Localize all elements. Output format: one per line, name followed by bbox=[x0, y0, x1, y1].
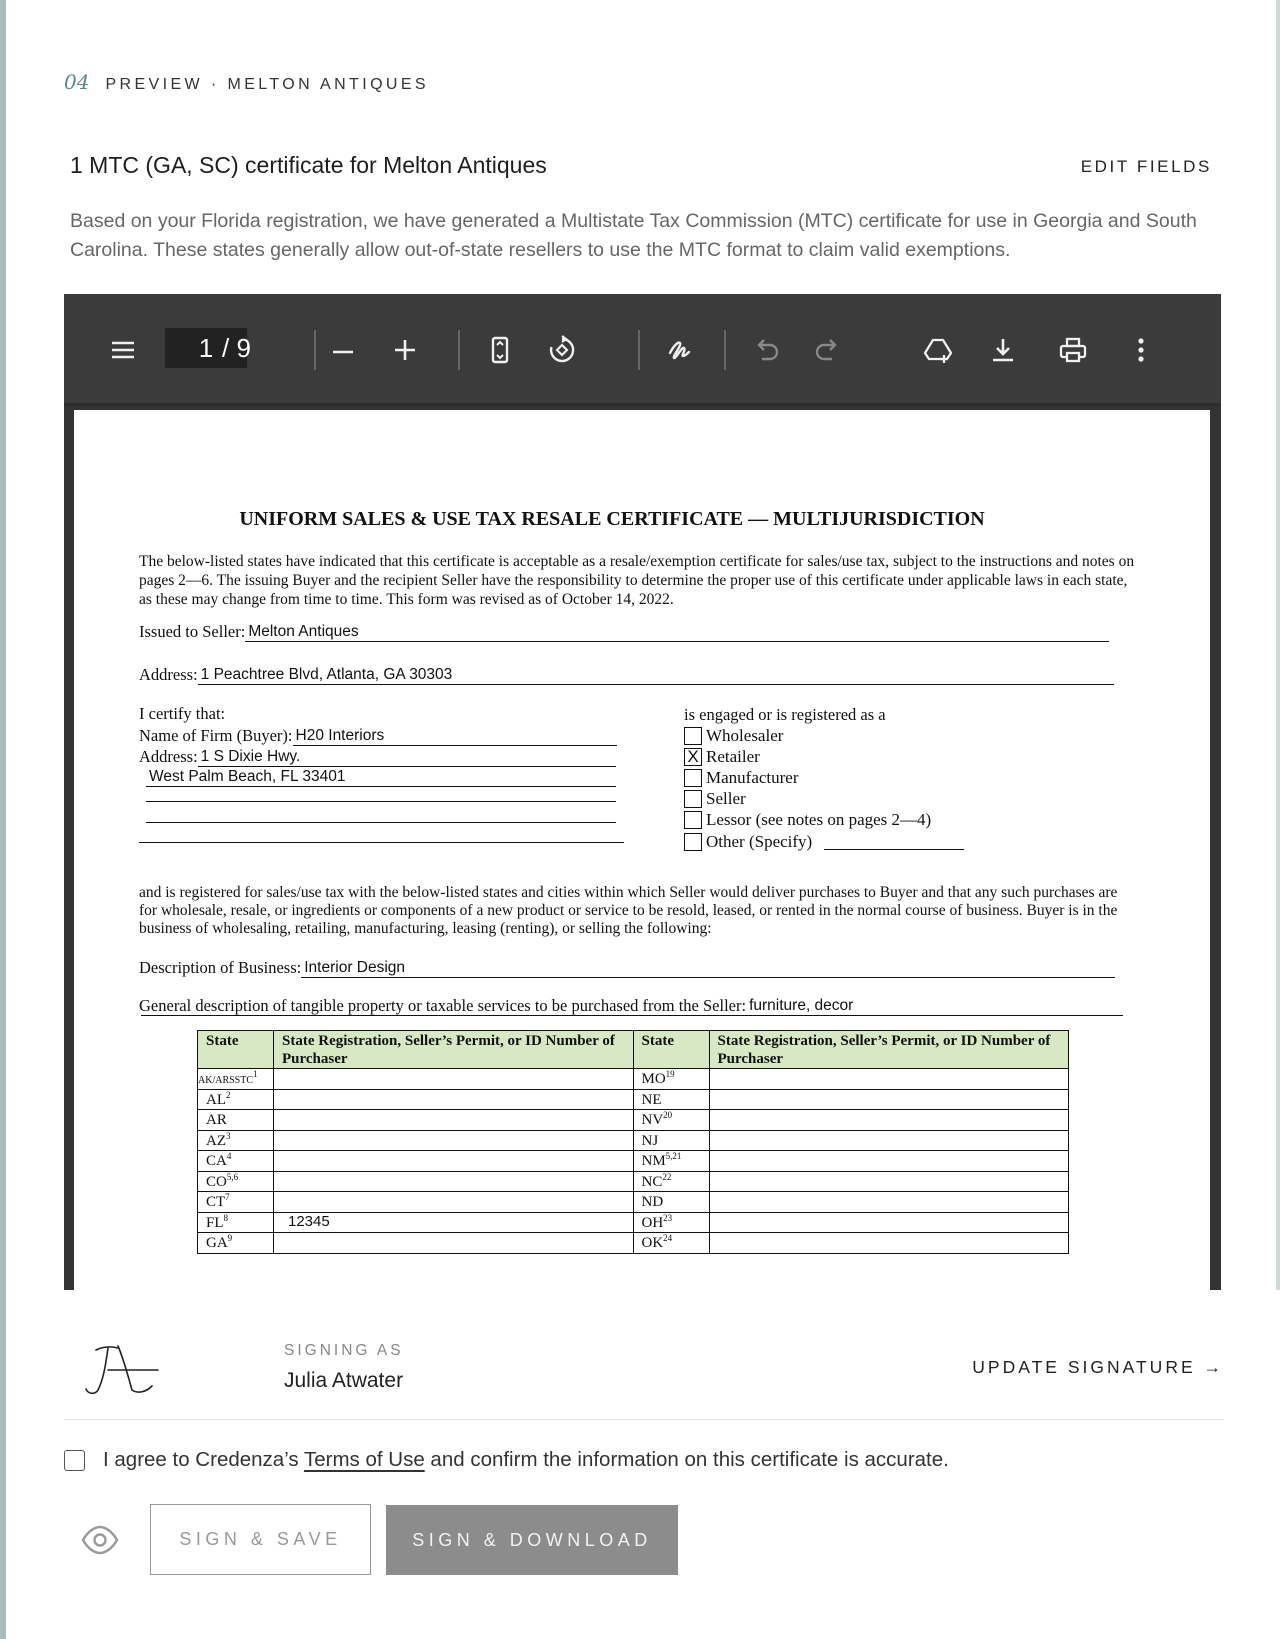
role-checkbox[interactable] bbox=[684, 811, 702, 829]
toolbar-divider bbox=[458, 330, 460, 370]
pdf-viewer bbox=[64, 294, 1221, 1290]
registration-cell bbox=[709, 1130, 1069, 1151]
sign-and-download-button[interactable]: SIGN & DOWNLOAD bbox=[386, 1505, 678, 1575]
table-row bbox=[198, 1233, 1069, 1254]
toolbar-divider bbox=[724, 330, 726, 370]
buyer-address-field bbox=[139, 747, 616, 767]
state-code: FL bbox=[206, 1214, 224, 1231]
eye-icon[interactable] bbox=[80, 1522, 120, 1558]
registration-cell bbox=[709, 1110, 1069, 1131]
state-code: NJ bbox=[641, 1132, 659, 1149]
signature-image bbox=[78, 1340, 170, 1398]
role-label: Seller bbox=[706, 788, 746, 808]
seller-address-value: 1 Peachtree Blvd, Atlanta, GA 30303 bbox=[198, 666, 1114, 685]
update-signature-button[interactable]: UPDATE SIGNATURE → bbox=[972, 1357, 1224, 1377]
state-code: NC bbox=[641, 1173, 663, 1190]
blank-line bbox=[139, 842, 624, 843]
state-cell bbox=[633, 1089, 709, 1110]
state-cell bbox=[633, 1069, 709, 1090]
terms-prefix: I agree to Credenza’s bbox=[103, 1448, 304, 1471]
firm-field bbox=[139, 726, 617, 746]
table-row bbox=[198, 1130, 1069, 1151]
role-option[interactable] bbox=[684, 767, 799, 788]
state-cell bbox=[198, 1151, 274, 1172]
table-header: State bbox=[198, 1031, 274, 1069]
state-code: NM bbox=[641, 1153, 666, 1169]
terms-agreement[interactable] bbox=[64, 1448, 949, 1472]
buyer-address-line2: West Palm Beach, FL 33401 bbox=[146, 768, 616, 787]
state-code: AR bbox=[206, 1112, 227, 1128]
engaged-label bbox=[684, 705, 886, 725]
business-field bbox=[139, 958, 1115, 978]
role-checkbox[interactable] bbox=[684, 833, 702, 851]
state-cell bbox=[633, 1171, 709, 1192]
property-field bbox=[139, 996, 1115, 1016]
signing-as-label: SIGNING AS bbox=[284, 1342, 404, 1359]
table-row bbox=[198, 1110, 1069, 1131]
signer-name: Julia Atwater bbox=[284, 1369, 404, 1392]
certificate-description: Based on your Florida registration, we have generated a Multistate Tax Commission (MTC) certificate for use in Georgia and South Carolina. These states generally allow out-of-state resellers to use the MTC format to claim valid exemptions. bbox=[70, 210, 1197, 261]
print-icon[interactable] bbox=[1054, 328, 1092, 372]
role-option[interactable] bbox=[684, 788, 746, 809]
role-checkbox[interactable] bbox=[684, 769, 702, 787]
certificate-title: 1 MTC (GA, SC) certificate for Melton Antiques bbox=[70, 152, 547, 178]
registration-cell bbox=[709, 1212, 1069, 1233]
form-intro: The below-listed states have indicated that this certificate is acceptable as a resale/exemption certificate for sales/use tax, subject to the instructions and notes on pages 2—6. The issuing Buyer and the recipient Seller have the responsibility to determine the proper use of this certificate under applicable laws in each state, as these may change from time to time. This form was revised as of October 14, 2022. bbox=[139, 553, 1135, 608]
registration-cell bbox=[274, 1110, 634, 1131]
table-row bbox=[198, 1151, 1069, 1172]
state-cell bbox=[198, 1192, 274, 1213]
role-label: Other (Specify) bbox=[706, 831, 813, 851]
registration-cell bbox=[274, 1171, 634, 1192]
role-checkbox[interactable]: X bbox=[684, 748, 702, 766]
add-to-drive-icon[interactable] bbox=[919, 328, 957, 372]
registration-cell bbox=[709, 1192, 1069, 1213]
state-code: CA bbox=[206, 1153, 227, 1169]
state-cell bbox=[633, 1192, 709, 1213]
page-total: / 9 bbox=[222, 332, 251, 363]
state-code: MO bbox=[641, 1071, 666, 1087]
role-checkbox[interactable] bbox=[684, 790, 702, 808]
pdf-page bbox=[74, 410, 1210, 1290]
seller-address-field bbox=[139, 665, 1114, 685]
table-header: State bbox=[633, 1031, 709, 1069]
left-accent-rail bbox=[0, 0, 6, 1639]
footnote-ref: 19 bbox=[665, 1069, 675, 1079]
step-number: 04 bbox=[64, 70, 90, 94]
table-header-row bbox=[198, 1031, 1069, 1069]
table-row bbox=[198, 1192, 1069, 1213]
step-title: PREVIEW · MELTON ANTIQUES bbox=[105, 76, 430, 93]
state-code: CT bbox=[206, 1194, 226, 1210]
footnote-ref: 23 bbox=[663, 1212, 673, 1223]
state-cell bbox=[198, 1089, 274, 1110]
registration-paragraph: and is registered for sales/use tax with the below-listed states and cities within which Seller would deliver purchases to Buyer and that any such purchases are for wholesale, resale, or ingredients or components of a new product or service to be resold, leased, or rented in the normal course of business. Buyer is in the business of wholesaling, retailing, manufacturing, leasing (renting), or selling the following: bbox=[139, 884, 1118, 937]
state-cell bbox=[633, 1233, 709, 1254]
rotate-icon[interactable] bbox=[542, 328, 582, 372]
role-label: Wholesaler bbox=[706, 725, 784, 745]
edit-fields-button[interactable]: EDIT FIELDS bbox=[1080, 157, 1212, 176]
buyer-address-label: Address: bbox=[139, 747, 198, 766]
seller-value: Melton Antiques bbox=[245, 623, 1109, 642]
signature-section bbox=[64, 1290, 1224, 1420]
zoom-in-icon[interactable] bbox=[388, 328, 422, 372]
role-option[interactable] bbox=[684, 809, 931, 830]
role-checkbox[interactable] bbox=[684, 727, 702, 745]
page-number-input[interactable]: 1 bbox=[165, 328, 247, 368]
footnote-ref: 22 bbox=[662, 1171, 672, 1182]
blank-line bbox=[146, 801, 616, 802]
state-code: GA bbox=[206, 1235, 228, 1251]
fit-page-icon[interactable] bbox=[483, 328, 517, 372]
terms-text bbox=[103, 1448, 949, 1472]
download-icon[interactable] bbox=[986, 328, 1020, 372]
state-cell bbox=[633, 1110, 709, 1131]
footnote-ref: 9 bbox=[227, 1233, 233, 1243]
certify-text: I certify that: bbox=[139, 704, 226, 723]
footnote-ref: 3 bbox=[226, 1130, 231, 1141]
footnote-ref: 5,21 bbox=[665, 1151, 682, 1161]
address-label: Address: bbox=[139, 665, 198, 684]
footnote-ref: 7 bbox=[225, 1192, 230, 1202]
registration-cell bbox=[709, 1069, 1069, 1090]
role-option[interactable] bbox=[684, 746, 760, 767]
role-label: Lessor (see notes on pages 2—4) bbox=[706, 809, 932, 829]
state-code: NV bbox=[641, 1112, 664, 1128]
registration-cell bbox=[274, 1089, 634, 1110]
section-divider bbox=[64, 1419, 1224, 1420]
registration-cell bbox=[709, 1089, 1069, 1110]
toolbar-divider bbox=[314, 330, 316, 370]
registration-cell bbox=[709, 1151, 1069, 1172]
terms-checkbox[interactable] bbox=[64, 1450, 85, 1471]
footnote-ref: 20 bbox=[663, 1110, 673, 1120]
certify-label bbox=[139, 704, 225, 724]
state-cell bbox=[633, 1130, 709, 1151]
footnote-ref: 8 bbox=[223, 1212, 229, 1223]
state-code: OK bbox=[641, 1235, 664, 1251]
other-specify-line bbox=[824, 834, 964, 850]
buyer-address-line2-field bbox=[146, 768, 616, 787]
footnote-ref: 24 bbox=[663, 1233, 673, 1243]
firm-value: H20 Interiors bbox=[293, 727, 617, 746]
state-cell bbox=[198, 1212, 274, 1233]
registration-cell bbox=[274, 1192, 634, 1213]
seller-field bbox=[139, 622, 1109, 642]
registration-cell bbox=[274, 1130, 634, 1151]
toolbar-divider bbox=[638, 330, 640, 370]
table-header: State Registration, Seller’s Permit, or ID Number of Purchaser bbox=[709, 1031, 1069, 1069]
registration-cell bbox=[274, 1151, 634, 1172]
state-cell bbox=[633, 1212, 709, 1233]
state-code: ND bbox=[641, 1194, 664, 1210]
table-row bbox=[198, 1089, 1069, 1110]
sign-and-save-button[interactable]: SIGN & SAVE bbox=[150, 1504, 371, 1575]
state-code: NE bbox=[641, 1091, 662, 1108]
registration-number: 12345 bbox=[288, 1212, 330, 1230]
engaged-text: is engaged or is registered as a bbox=[684, 705, 886, 724]
blank-line bbox=[146, 822, 616, 823]
state-code: AK/ARSSTC bbox=[198, 1075, 254, 1086]
registration-cell bbox=[709, 1233, 1069, 1254]
redo-icon[interactable] bbox=[810, 328, 844, 372]
draw-icon[interactable] bbox=[662, 328, 698, 372]
registration-cell bbox=[274, 1233, 634, 1254]
role-label: Retailer bbox=[706, 746, 760, 766]
table-row bbox=[198, 1069, 1069, 1090]
state-cell bbox=[198, 1110, 274, 1131]
role-option[interactable] bbox=[684, 831, 964, 852]
zoom-out-icon[interactable] bbox=[326, 328, 360, 372]
property-value: furniture, decor bbox=[746, 997, 1115, 1016]
registration-cell bbox=[709, 1171, 1069, 1192]
table-header: State Registration, Seller’s Permit, or ID Number of Purchaser bbox=[274, 1031, 634, 1069]
state-code: OH bbox=[641, 1214, 664, 1231]
footnote-ref: 5,6 bbox=[226, 1171, 239, 1182]
state-registration-table bbox=[197, 1030, 1069, 1254]
state-cell bbox=[198, 1130, 274, 1151]
terms-of-use-link[interactable]: Terms of Use bbox=[303, 1448, 425, 1471]
table-row bbox=[198, 1212, 1069, 1233]
terms-suffix: and confirm the information on this certificate is accurate. bbox=[424, 1448, 949, 1471]
footnote-ref: 1 bbox=[253, 1069, 258, 1079]
state-cell bbox=[198, 1171, 274, 1192]
business-label: Description of Business: bbox=[139, 958, 302, 977]
firm-label: Name of Firm (Buyer): bbox=[139, 726, 293, 745]
state-code: AZ bbox=[206, 1132, 226, 1149]
registration-cell bbox=[274, 1069, 634, 1090]
pdf-toolbar bbox=[64, 294, 1221, 406]
state-code: CO bbox=[206, 1173, 227, 1190]
blank-line bbox=[141, 1015, 1123, 1016]
undo-icon[interactable] bbox=[750, 328, 784, 372]
role-label: Manufacturer bbox=[706, 767, 799, 787]
business-value: Interior Design bbox=[301, 959, 1115, 978]
right-scroll-rail[interactable] bbox=[1276, 0, 1280, 1290]
more-icon[interactable] bbox=[1126, 328, 1156, 372]
role-option[interactable] bbox=[684, 725, 783, 746]
step-header bbox=[64, 70, 429, 94]
state-code: AL bbox=[206, 1091, 226, 1108]
buyer-address-line1: 1 S Dixie Hwy. bbox=[198, 748, 616, 767]
footnote-ref: 4 bbox=[226, 1151, 232, 1161]
state-cell bbox=[198, 1069, 274, 1090]
state-cell bbox=[198, 1233, 274, 1254]
table-row bbox=[198, 1171, 1069, 1192]
seller-label: Issued to Seller: bbox=[139, 622, 246, 641]
property-label: General description of tangible property or taxable services to be purchased from the Seller: bbox=[139, 996, 747, 1015]
form-title: UNIFORM SALES & USE TAX RESALE CERTIFICATE — MULTIJURISDICTION bbox=[239, 508, 985, 530]
state-cell bbox=[633, 1151, 709, 1172]
registration-cell bbox=[274, 1212, 634, 1233]
menu-icon[interactable] bbox=[106, 328, 140, 372]
footnote-ref: 2 bbox=[226, 1089, 231, 1100]
